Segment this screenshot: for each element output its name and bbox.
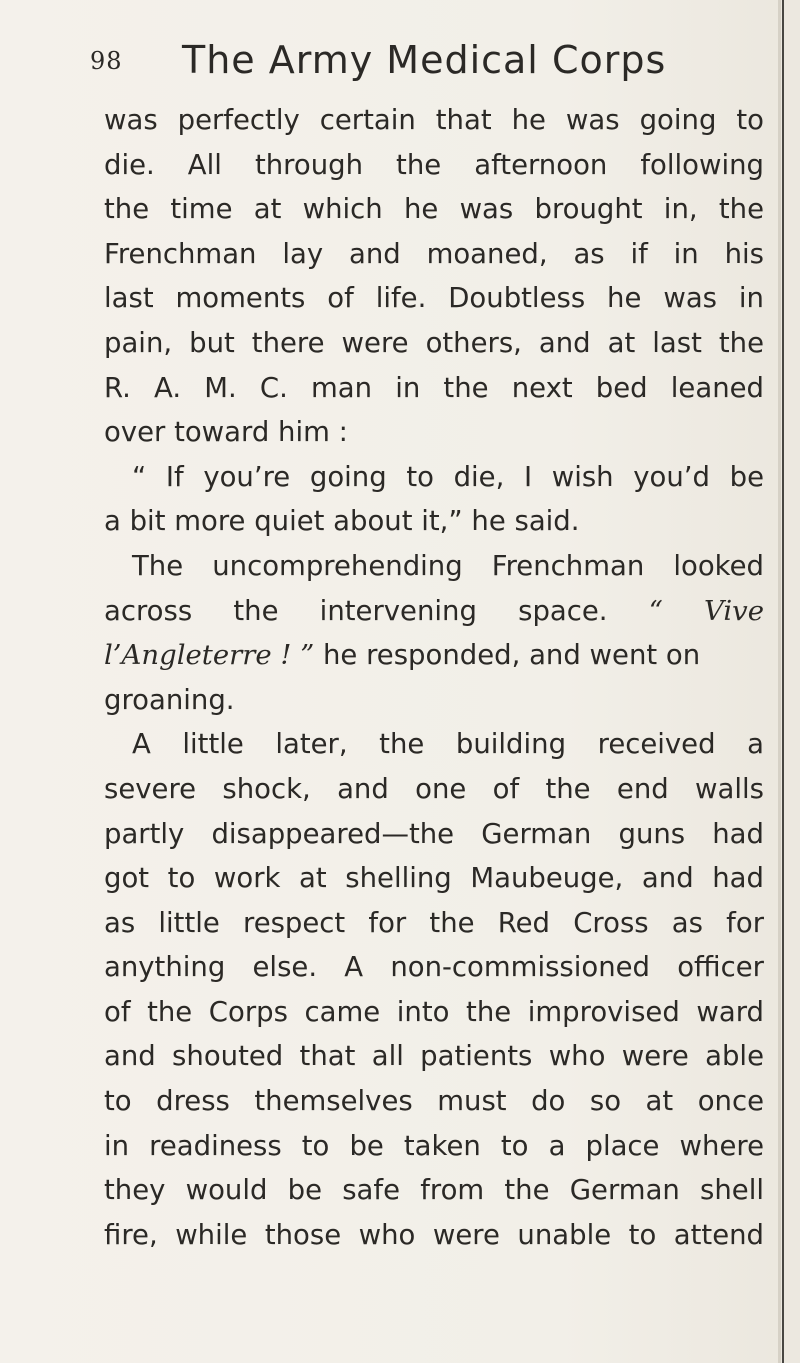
text-line: got to work at shelling Maubeuge, and had [104, 862, 764, 895]
binding-edge [782, 0, 784, 1363]
text-line-with-italic [104, 633, 764, 678]
text-fragment: he responded, and went on [314, 639, 701, 672]
text-line: anything else. A non-commissioned officer [104, 951, 764, 984]
text-line: Frenchman lay and moaned, as if in his [104, 237, 764, 270]
text-line: they would be safe from the German shell [104, 1174, 764, 1207]
text-line: to dress themselves must do so at once [104, 1085, 764, 1118]
running-title: The Army Medical Corps [182, 38, 667, 82]
text-line: groaning. [104, 683, 235, 716]
body-text [104, 98, 764, 1257]
text-line: in readiness to be taken to a place where [104, 1129, 764, 1162]
text-line: was perfectly certain that he was going to [104, 104, 764, 136]
text-line: a bit more quiet about it,” he said. [104, 505, 580, 538]
text-line: partly disappeared—the German guns had [104, 817, 764, 850]
text-line-with-italic [104, 589, 764, 634]
text-line: The uncomprehending Frenchman looked [132, 549, 764, 582]
text-line: and shouted that all patients who were able [104, 1040, 764, 1073]
italic-phrase: “ Vive [648, 594, 764, 627]
text-line: A little later, the building received a [132, 728, 764, 761]
text-line: last moments of life. Doubtless he was in [104, 282, 764, 315]
text-line: the time at which he was brought in, the [104, 193, 764, 226]
text-line: severe shock, and one of the end walls [104, 772, 764, 805]
text-line: as little respect for the Red Cross as for [104, 906, 764, 939]
text-line: “ If you’re going to die, I wish you’d be [132, 460, 764, 493]
text-line: R. A. M. C. man in the next bed leaned [104, 371, 764, 404]
text-line: over toward him : [104, 416, 348, 449]
text-line: fire, while those who were unable to attend [104, 1218, 764, 1251]
running-header [90, 38, 768, 82]
page-number: 98 [90, 47, 123, 75]
italic-phrase: l’Angleterre ! ” [104, 639, 315, 672]
text-line: die. All through the afternoon following [104, 148, 764, 181]
text-fragment: across the intervening space. [104, 594, 608, 627]
text-line: of the Corps came into the improvised ward [104, 995, 764, 1028]
text-line: pain, but there were others, and at last the [104, 326, 764, 359]
